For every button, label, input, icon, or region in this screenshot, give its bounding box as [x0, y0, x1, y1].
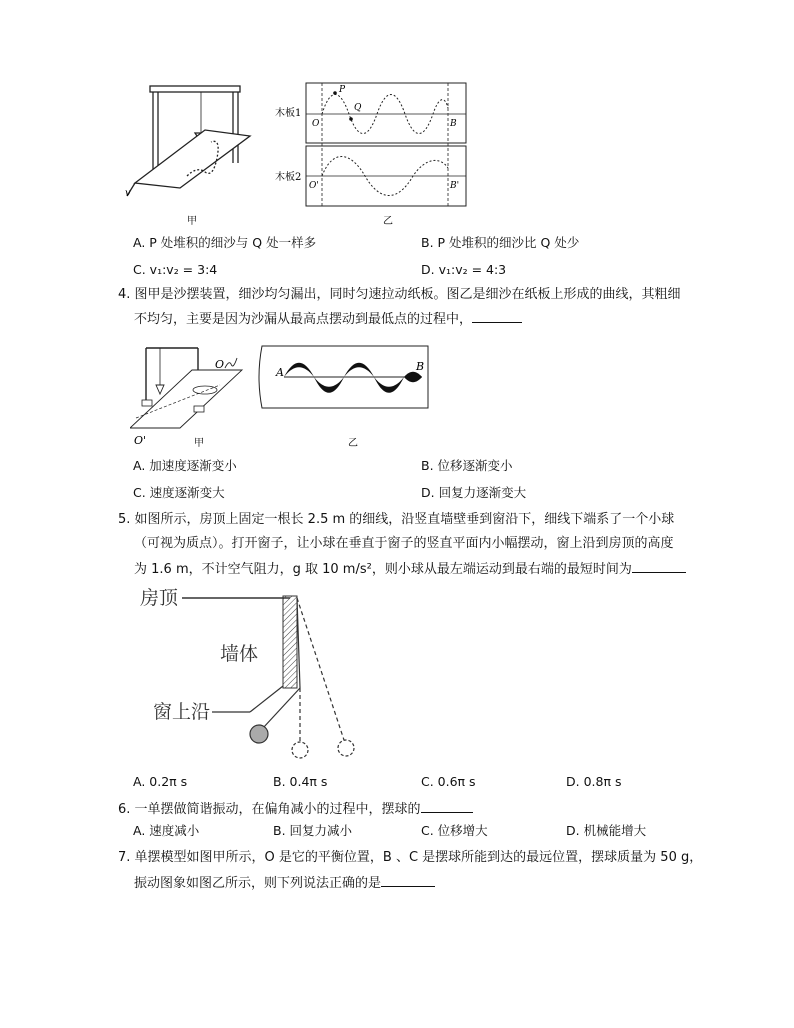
- q6-stem-line1: 6. 一单摆做简谐振动，在偏角减小的过程中，摆球的: [118, 802, 421, 817]
- point-b-label: B: [450, 119, 457, 129]
- caption-yi: 乙: [383, 216, 393, 227]
- point-p-label: P: [339, 85, 346, 95]
- q4-option-c[interactable]: C. 速度逐渐变大: [133, 485, 225, 500]
- q5-stem-line1: 5. 如图所示，房顶上固定一根长 2.5 m 的细线，沿竖直墙壁垂到窗沿下，细线下端系了一个小球: [118, 512, 675, 527]
- point-o2-label: O': [309, 181, 319, 191]
- q3-option-a[interactable]: A. P 处堆积的细沙与 Q 处一样多: [133, 235, 317, 250]
- q3-option-d[interactable]: D. v₁:v₂ = 4:3: [421, 262, 507, 277]
- figure-q5-window-pendulum: [140, 578, 380, 768]
- q4-stem-line2-wrap: [134, 308, 522, 330]
- q4-stem-line1: 4. 图甲是沙摆装置，细沙均匀漏出，同时匀速拉动纸板。图乙是细沙在纸板上形成的曲线，其粗细: [118, 287, 681, 302]
- ball-left: [250, 725, 268, 743]
- q4-label-b: B: [416, 360, 425, 373]
- q4-stem-line2: 不均匀，主要是因为沙漏从最高点摆动到最低点的过程中，: [134, 312, 473, 327]
- q4-caption-jia: 甲: [194, 438, 204, 449]
- q6-stem-wrap: [118, 798, 473, 820]
- label-roof: 房顶: [140, 587, 179, 609]
- q6-option-b[interactable]: B. 回复力减小: [273, 823, 353, 838]
- board2-label: 木板2: [275, 172, 302, 183]
- q6-option-d[interactable]: D. 机械能增大: [566, 823, 647, 838]
- q7-stem-line2-wrap: [134, 872, 435, 894]
- q6-option-a[interactable]: A. 速度减小: [133, 823, 200, 838]
- q3-option-b[interactable]: B. P 处堆积的细沙比 Q 处少: [421, 235, 580, 250]
- q5-stem-line2: （可视为质点）。打开窗子，让小球在垂直于窗子的竖直平面内小幅摆动，窗上沿到房顶的高度: [134, 536, 674, 551]
- q7-stem-line1: 7. 单摆模型如图甲所示，O 是它的平衡位置，B 、C 是摆球所能到达的最远位置，摆球质量为 50 g，: [118, 850, 703, 865]
- board1: [306, 83, 466, 143]
- q3-option-c[interactable]: C. v₁:v₂ = 3:4: [133, 262, 218, 277]
- q6-option-c[interactable]: C. 位移增大: [421, 823, 488, 838]
- q4-option-a[interactable]: A. 加速度逐渐变小: [133, 458, 237, 473]
- q5-stem-line3-wrap: [134, 558, 686, 580]
- q5-stem-line3: 为 1.6 m，不计空气阻力，g 取 10 m/s²，则小球从最左端运动到最右端的最短时间为: [134, 562, 632, 577]
- label-window-sill: 窗上沿: [153, 701, 211, 723]
- velocity-label: v: [125, 188, 131, 199]
- q6-answer-blank[interactable]: [421, 798, 473, 813]
- point-o-label: O: [312, 119, 320, 129]
- q5-answer-blank[interactable]: [632, 558, 686, 573]
- q4-option-b[interactable]: B. 位移逐渐变小: [421, 458, 513, 473]
- point-q-label: Q: [354, 103, 362, 113]
- q5-option-b[interactable]: B. 0.4π s: [273, 774, 328, 789]
- ball-right: [338, 740, 354, 756]
- q4-option-d[interactable]: D. 回复力逐渐变大: [421, 485, 527, 500]
- q4-label-a: A: [276, 366, 284, 379]
- board1-label: 木板1: [275, 108, 302, 119]
- caption-jia: 甲: [187, 216, 197, 227]
- q5-option-d[interactable]: D. 0.8π s: [566, 774, 622, 789]
- figure-sand-pendulum-setup: [125, 78, 475, 228]
- q4-label-o: O: [215, 358, 225, 371]
- q4-answer-blank[interactable]: [472, 308, 522, 323]
- label-wall: 墙体: [220, 643, 259, 665]
- q7-answer-blank[interactable]: [381, 872, 435, 887]
- q4-caption-yi: 乙: [348, 438, 358, 449]
- ball-middle: [292, 742, 308, 758]
- figure-q4: [130, 340, 440, 452]
- wall: [283, 596, 297, 688]
- q4-label-o2: O': [134, 434, 147, 447]
- q7-stem-line2: 振动图象如图乙所示，则下列说法正确的是: [134, 876, 382, 891]
- point-b2-label: B': [450, 181, 460, 191]
- q5-option-c[interactable]: C. 0.6π s: [421, 774, 476, 789]
- pendulum-frame: [127, 86, 250, 196]
- q5-option-a[interactable]: A. 0.2π s: [133, 774, 188, 789]
